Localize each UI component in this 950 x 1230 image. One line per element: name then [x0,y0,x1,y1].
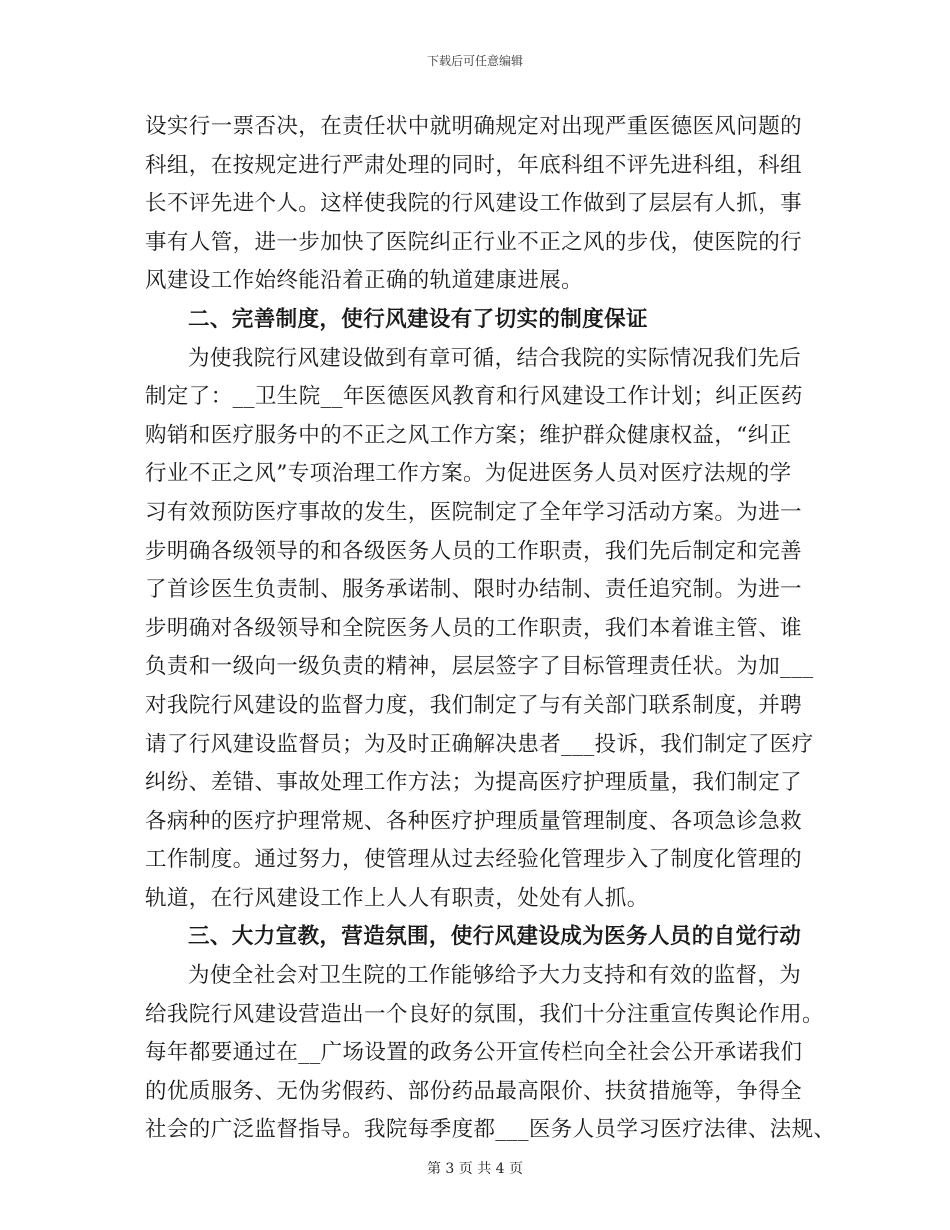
text-line: 事有人管，进一步加快了医院纠正行业不正之风的步伐，使医院的行 [145,229,803,255]
text-line: 负责和一级向一级负责的精神，层层签字了目标管理责任状。为加___ [145,654,814,680]
text-line: 纠纷、差错、事故处理工作方法；为提高医疗护理质量，我们制定了 [145,770,803,796]
text-line: 了首诊医生负责制、服务承诺制、限时办结制、责任追究制。为进一 [145,577,803,603]
text-line: 为使全社会对卫生院的工作能够给予大力支持和有效的监督，为 [188,963,802,989]
page-header: 下载后可任意编辑 [426,54,523,68]
text-line: 社会的广泛监督指导。我院每季度都___医务人员学习医疗法律、法规、 [145,1117,836,1143]
section-heading: 三、大力宣教，营造氛围，使行风建设成为医务人员的自觉行动 [188,924,802,950]
text-line: 习有效预防医疗事故的发生，医院制定了全年学习活动方案。为进一 [145,499,803,525]
text-line: 步明确各级领导的和各级医务人员的工作职责，我们先后制定和完善 [145,538,803,564]
text-line: 给我院行风建设营造出一个良好的氛围，我们十分注重宣传舆论作用。 [145,1001,824,1027]
text-line: 各病种的医疗护理常规、各种医疗护理质量管理制度、各项急诊急救 [145,808,803,834]
text-line: 购销和医疗服务中的不正之风工作方案；维护群众健康权益，“纠正 [145,422,792,448]
page-number: 第 3 页 共 4 页 [426,1161,524,1177]
text-line: 对我院行风建设的监督力度，我们制定了与有关部门联系制度，并聘 [145,692,803,718]
text-line: 设实行一票否决，在责任状中就明确规定对出现严重医德医风问题的 [145,114,803,139]
text-line: 长不评先进个人。这样使我院的行风建设工作做到了层层有人抓，事 [145,191,803,217]
document-body [145,108,836,1150]
text-line: 步明确对各级领导和全院医务人员的工作职责，我们本着谁主管、谁 [145,615,803,641]
text-line: 工作制度。通过努力，使管理从过去经验化管理步入了制度化管理的 [145,847,803,873]
text-line: 的优质服务、无伪劣假药、部份药品最高限价、扶贫措施等，争得全 [145,1078,803,1104]
text-line: 风建设工作始终能沿着正确的轨道建康进展。 [145,268,584,294]
section-heading: 二、完善制度，使行风建设有了切实的制度保证 [188,306,648,332]
text-line: 每年都要通过在__广场设置的政务公开宣传栏向全社会公开承诺我们 [145,1040,803,1066]
text-line: 为使我院行风建设做到有章可循，结合我院的实际情况我们先后 [188,345,802,371]
text-line: 制定了：__卫生院__年医德医风教育和行风建设工作计划；纠正医药 [145,384,803,410]
text-line: 行业不正之风”专项治理工作方案。为促进医务人员对医疗法规的学 [145,461,792,487]
text-line: 科组，在按规定进行严肃处理的同时，年底科组不评先进科组，科组 [145,152,803,178]
text-line: 请了行风建设监督员；为及时正确解决患者___投诉，我们制定了医疗 [145,731,814,757]
text-line: 轨道，在行风建设工作上人人有职责，处处有人抓。 [145,885,649,911]
